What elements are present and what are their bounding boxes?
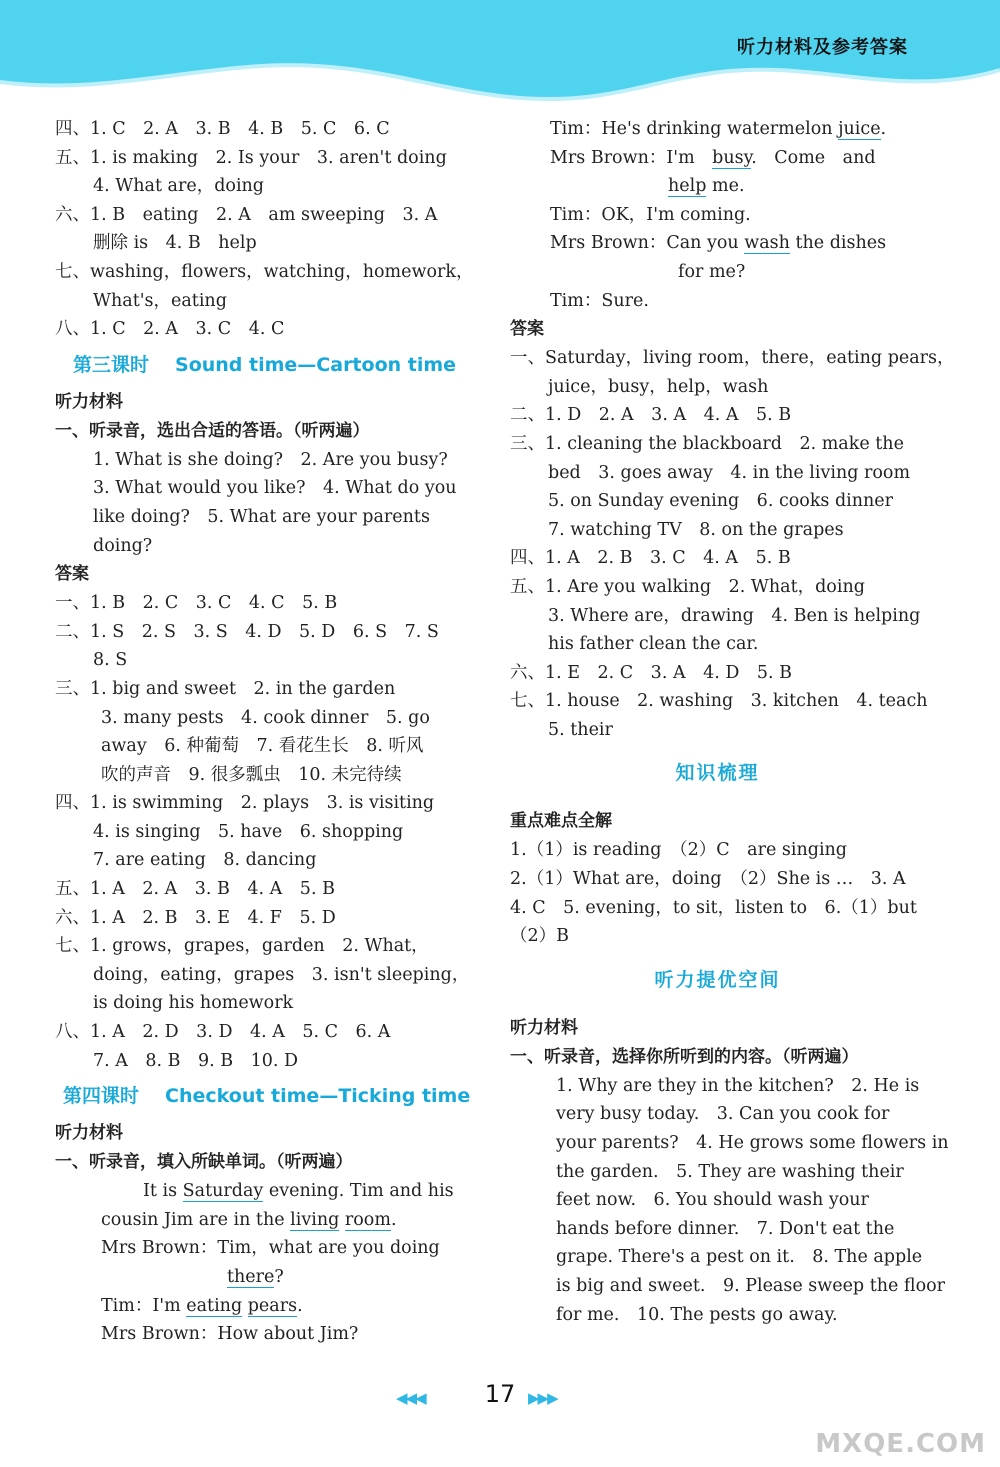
answer-line: 五、1. Are you walking 2. What，doing [510,576,865,597]
answer-line: 五、1. A 2. A 3. B 4. A 5. B [55,879,335,900]
answer-line: away 6. 种葡萄 7. 看花生长 8. 听风 [101,736,424,757]
header-title: 听力材料及参考答案 [737,37,908,58]
listening-line: for me. 10. The pests go away. [556,1304,838,1325]
dialog-line: Tim：OK，I'm coming. [550,204,751,225]
lesson-number: 第三课时 [73,353,150,376]
listening-line: grape. There's a pest on it. 8. The apple [556,1247,923,1268]
answer-line: 三、1. big and sweet 2. in the garden [55,678,396,699]
listening-line: hands before dinner. 7. Don't eat the [556,1218,895,1239]
dialog-text: Mrs Brown：I'm [550,147,713,168]
fill-blank: pears [247,1295,298,1316]
answer-line: 二、1. S 2. S 3. S 4. D 5. D 6. S 7. S [55,621,439,642]
story-text: ? [274,1267,284,1287]
dialog-text: . Come and [751,147,876,168]
answer-line: 八、1. C 2. A 3. C 4. C [55,319,285,340]
lesson-number: 第四课时 [63,1085,140,1108]
story-text [242,1296,248,1316]
answer-line: 六、1. B eating 2. A am sweeping 3. A [55,204,438,225]
fill-blank: room [344,1209,391,1230]
answer-line: 5. on Sunday evening 6. cooks dinner [548,491,894,512]
answer-line: 一、1. B 2. C 3. C 4. C 5. B [55,593,338,614]
question-heading: 一、听录音，选择你所听到的内容。（听两遍） [510,1046,859,1067]
listening-line: is big and sweet. 9. Please sweep the floor [556,1276,946,1296]
watermark: MXQE.COM [815,1429,986,1459]
knowledge-heading: 知识梳理 [675,762,760,785]
answer-line: juice，busy，help，wash [548,376,769,397]
dialog-line: for me? [678,261,746,282]
lesson-heading [63,1083,473,1109]
lesson-title: Sound time—Cartoon time [175,353,457,376]
listening-line: feet now. 6. You should wash your [556,1190,869,1211]
story-text: It is [143,1181,183,1202]
left-column [55,115,473,1349]
key-line: 1.（1）is reading （2）C are singing [510,840,848,861]
improve-heading: 听力提优空间 [654,968,781,991]
fill-blank: busy [712,147,752,168]
answer-line: 4. is singing 5. have 6. shopping [93,821,404,842]
key-line: 2.（1）What are，doing （2）She is … 3. A [510,869,906,890]
answer-line: 七、1. house 2. washing 3. kitchen 4. teach [510,691,928,712]
answer-line: 六、1. E 2. C 3. A 4. D 5. B [510,662,792,683]
dialog-text: Tim：He's drinking watermelon [550,119,839,139]
dialog-line: Tim：Sure. [550,290,649,311]
answer-line: 七、1. grows，grapes，garden 2. What， [55,936,429,957]
lesson-title: Checkout time—Ticking time [165,1085,471,1108]
dialog-line [510,144,925,173]
fill-blank: help [668,176,707,197]
section-label: 答案 [55,564,89,585]
dialog-line [510,229,925,258]
listening-line: 1. What is she doing? 2. Are you busy? [93,449,448,470]
listening-line: 1. Why are they in the kitchen? 2. He is [556,1075,920,1096]
dialog-text: me. [706,176,745,197]
story-line [55,1292,473,1321]
answer-line: 7. are eating 8. dancing [93,850,317,871]
fill-blank: there [227,1267,275,1287]
answer-line: 7. watching TV 8. on the grapes [548,519,844,540]
section-label: 重点难点全解 [510,811,612,832]
fill-blank: living [290,1209,340,1230]
answer-line: 四、1. A 2. B 3. C 4. A 5. B [510,548,791,569]
story-text: cousin Jim are in the [101,1209,291,1230]
story-text: evening. Tim and his [263,1181,454,1202]
story-line [55,1206,473,1235]
section-label: 听力材料 [55,391,123,412]
answer-line: his father clean the car. [548,634,759,655]
answer-line: 8. S [93,650,128,671]
arrow-left-icon: ◀◀◀ [396,1389,425,1407]
question-heading: 一、听录音，填入所缺单词。（听两遍） [55,1152,353,1173]
answer-line: 删除 is 4. B help [93,233,257,254]
story-line [55,1177,473,1206]
answer-line: bed 3. goes away 4. in the living room [548,462,911,483]
answer-line: 二、1. D 2. A 3. A 4. A 5. B [510,405,792,426]
key-line: 4. C 5. evening，to sit，listen to 6.（1）but [510,897,917,918]
answer-line: What's，eating [93,290,227,311]
listening-line: your parents? 4. He grows some flowers in [556,1133,949,1154]
fill-blank: juice [838,119,881,139]
story-line: Mrs Brown：Tim，what are you doing [101,1238,440,1259]
answer-line: 7. A 8. B 9. B 10. D [93,1050,299,1071]
arrow-right-icon: ▶▶▶ [528,1389,557,1407]
page-number: 17 [484,1380,516,1408]
section-label: 听力材料 [55,1123,123,1144]
dialog-text: . [880,119,887,139]
answer-line: 三、1. cleaning the blackboard 2. make the [510,433,904,454]
answer-line: 一、Saturday，living room，there，eating pears， [510,348,955,369]
listening-line: like doing? 5. What are your parents [93,506,430,527]
answer-line: 七、washing，flowers，watching，homework， [55,261,474,282]
answer-line: 六、1. A 2. B 3. E 4. F 5. D [55,907,336,928]
fill-blank: eating [186,1295,243,1316]
dialog-text: the dishes [789,233,887,254]
listening-line: very busy today. 3. Can you cook for [556,1104,890,1125]
listening-line: doing? [93,535,153,556]
dialog-text: Mrs Brown：Can you [550,233,745,254]
fill-blank: wash [744,233,790,254]
answer-line: 3. Where are，drawing 4. Ben is helping [548,605,921,626]
lesson-heading [73,352,473,378]
story-text: . [297,1295,303,1316]
fill-blank: Saturday [182,1181,264,1202]
story-line: Mrs Brown：How about Jim? [101,1324,359,1345]
story-text: Tim：I'm [101,1295,187,1316]
answer-line: 五、1. is making 2. Is your 3. aren't doing [55,147,447,168]
answer-line: doing，eating，grapes 3. isn't sleeping， [93,964,470,985]
question-heading: 一、听录音，选出合适的答语。（听两遍） [55,420,370,441]
answer-line: is doing his homework [93,993,294,1014]
dialog-line [510,115,925,144]
story-text: . [390,1209,397,1230]
key-line: （2）B [510,926,569,947]
story-line [55,1263,473,1292]
section-label: 听力材料 [510,1017,578,1038]
listening-line: the garden. 5. They are washing their [556,1161,904,1182]
right-column [510,115,955,1329]
dialog-line [510,172,925,201]
answer-line: 四、1. is swimming 2. plays 3. is visiting [55,793,435,814]
answer-line: 八、1. A 2. D 3. D 4. A 5. C 6. A [55,1022,391,1043]
section-label: 答案 [510,319,544,340]
answer-line: 吹的声音 9. 很多瓢虫 10. 未完待续 [101,764,402,785]
answer-line: 3. many pests 4. cook dinner 5. go [101,707,430,728]
listening-line: 3. What would you like? 4. What do you [93,478,457,499]
answer-line: 5. their [548,719,613,740]
answer-line: 四、1. C 2. A 3. B 4. B 5. C 6. C [55,119,390,139]
answer-line: 4. What are，doing [93,176,265,197]
